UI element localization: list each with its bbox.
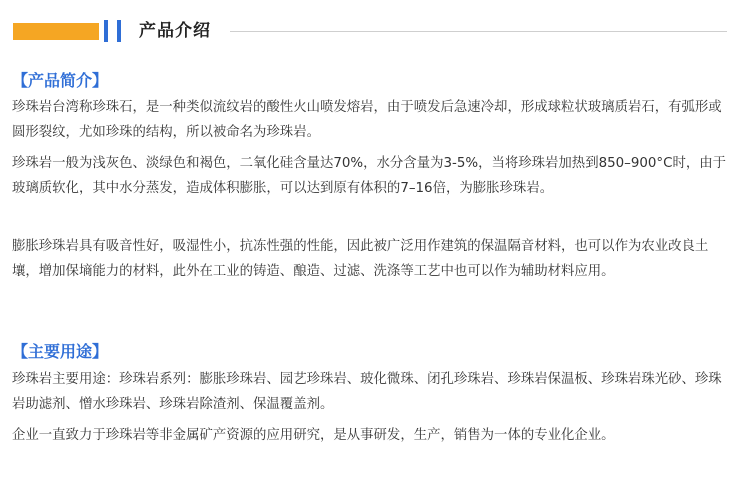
intro-heading: 【产品简介】: [12, 71, 109, 90]
page-title: 产品介绍: [139, 21, 211, 41]
header-accent-blue-2: [117, 20, 121, 42]
uses-heading: 【主要用途】: [12, 342, 109, 361]
header-accent-orange: [13, 23, 99, 40]
header-divider: [230, 31, 727, 32]
intro-paragraph-1: 珍珠岩台湾称珍珠石，是一种类似流纹岩的酸性火山喷发熔岩，由于喷发后急速冷却，形成球粒状玻璃质岩石，有弧形或圆形裂纹，尤如珍珠的结构，所以被命名为珍珠岩。: [12, 100, 722, 140]
intro-paragraph-3: 膨胀珍珠岩具有吸音性好，吸湿性小，抗冻性强的性能，因此被广泛用作建筑的保温隔音材料，也可以作为农业改良土壤，增加保墒能力的材料，此外在工业的铸造、酿造、过滤、洗涤等工艺中也可以作为辅助材料应用。: [12, 239, 709, 279]
uses-paragraph-2: 企业一直致力于珍珠岩等非金属矿产资源的应用研究，是从事研发，生产，销售为一体的专业化企业。: [12, 428, 615, 443]
section-header: [0, 14, 740, 48]
intro-paragraph-2: 珍珠岩一般为浅灰色、淡绿色和褐色，二氧化硅含量达70%，水分含量为3-5%，当将珍珠岩加热到850–900°C时，由于玻璃质软化，其中水分蒸发，造成体积膨胀，可以达到原有体积的7–16倍，为膨胀珍珠岩。: [12, 156, 727, 196]
uses-paragraph-1: 珍珠岩主要用途：珍珠岩系列：膨胀珍珠岩、园艺珍珠岩、玻化微珠、闭孔珍珠岩、珍珠岩保温板、珍珠岩珠光砂、珍珠岩助滤剂、憎水珍珠岩、珍珠岩除渣剂、保温覆盖剂。: [12, 372, 722, 412]
header-accent-blue-1: [104, 20, 108, 42]
